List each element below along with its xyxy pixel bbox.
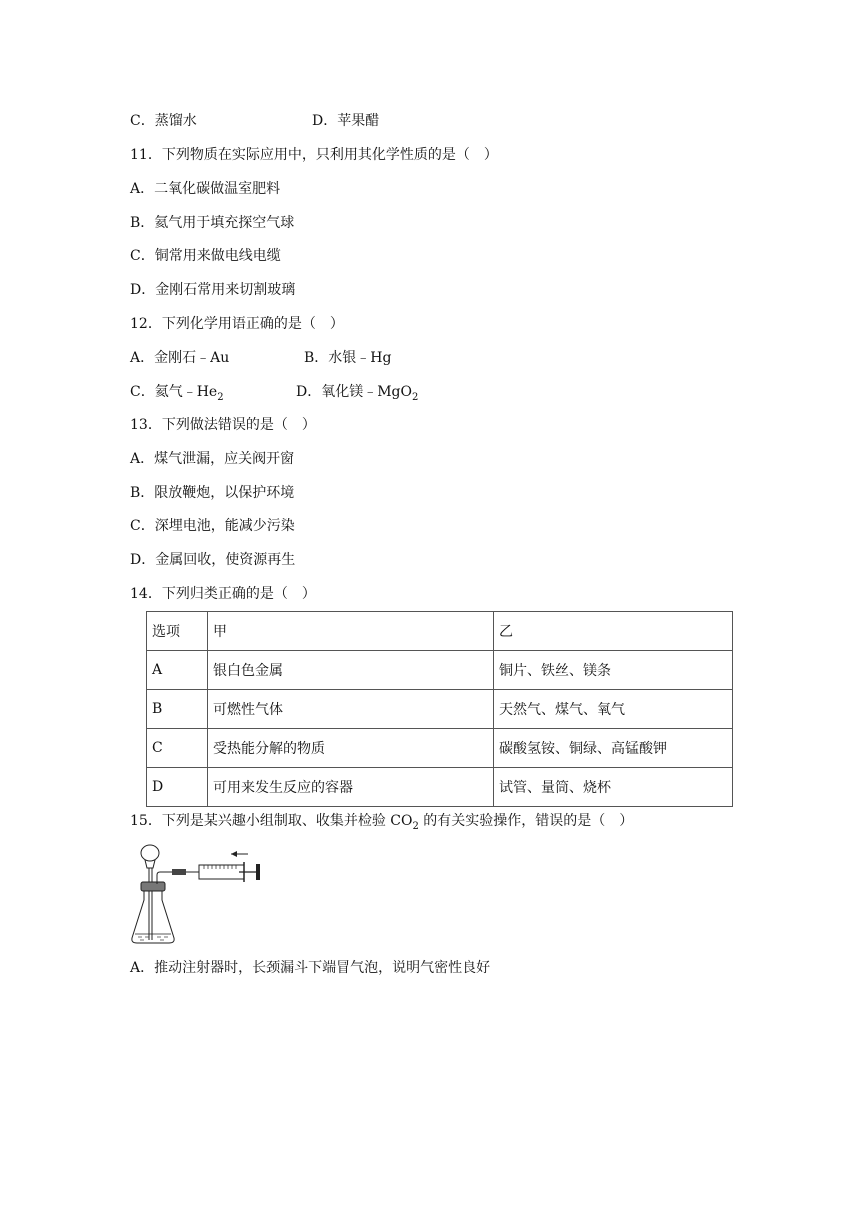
rubber-stopper bbox=[141, 882, 165, 891]
q12-option-b: B．水银﹣Hg bbox=[304, 350, 392, 366]
q13-option-a: A．煤气泄漏，应关阀开窗 bbox=[130, 451, 295, 467]
syringe-barrel bbox=[199, 865, 244, 879]
table-cell: 受热能分解的物质 bbox=[208, 729, 494, 768]
q14-table bbox=[146, 611, 733, 807]
funnel-bulb bbox=[141, 845, 159, 861]
table-cell: A bbox=[147, 651, 208, 690]
q13-stem: 13．下列做法错误的是（ ） bbox=[130, 417, 316, 433]
table-row bbox=[147, 690, 733, 729]
q10-option-d: D．苹果醋 bbox=[312, 113, 380, 129]
q11-option-c: C．铜常用来做电线电缆 bbox=[130, 248, 281, 264]
header-cell: 乙 bbox=[494, 612, 733, 651]
q11-option-d: D．金刚石常用来切割玻璃 bbox=[130, 282, 296, 298]
q12-option-c: C．氦气$﹣He_2$ bbox=[130, 384, 224, 403]
q14-stem: 14．下列归类正确的是（ ） bbox=[130, 586, 316, 602]
q12-options-cd bbox=[130, 382, 419, 408]
q10-option-c: C．蒸馏水 bbox=[130, 113, 197, 129]
q12-option-d: D．氧化镁﹣MgO$_2$ bbox=[296, 384, 419, 403]
table-cell: C bbox=[147, 729, 208, 768]
q13-option-b: B．限放鞭炮，以保护环境 bbox=[130, 485, 295, 501]
table-cell: 银白色金属 bbox=[208, 651, 494, 690]
table-cell: 天然气、煤气、氧气 bbox=[494, 690, 733, 729]
table-row bbox=[147, 651, 733, 690]
header-cell: 选项 bbox=[147, 612, 208, 651]
table-cell: 铜片、铁丝、镁条 bbox=[494, 651, 733, 690]
apparatus-figure bbox=[128, 842, 268, 948]
q15-option-a: A．推动注射器时，长颈漏斗下端冒气泡，说明气密性良好 bbox=[130, 960, 491, 976]
arrow-left-icon bbox=[231, 851, 237, 857]
q12-stem: 12．下列化学用语正确的是（ ） bbox=[130, 316, 344, 332]
rubber-connector bbox=[172, 869, 186, 875]
header-cell: 甲 bbox=[208, 612, 494, 651]
table-cell: 碳酸氢铵、铜绿、高锰酸钾 bbox=[494, 729, 733, 768]
syringe-scale bbox=[204, 865, 236, 869]
q11-stem: 11．下列物质在实际应用中，只利用其化学性质的是（ ） bbox=[130, 147, 498, 163]
conical-flask bbox=[132, 890, 174, 943]
q15-stem: 15．下列是某兴趣小组制取、收集并检验 $CO_2$ 的有关实验操作，错误的是（ ） bbox=[130, 813, 634, 832]
table-cell: 试管、量筒、烧杯 bbox=[494, 768, 733, 807]
table-cell: 可用来发生反应的容器 bbox=[208, 768, 494, 807]
q10-options-row bbox=[130, 111, 380, 131]
table-cell: 可燃性气体 bbox=[208, 690, 494, 729]
q12-option-a: A．金刚石﹣Au bbox=[130, 350, 230, 366]
q11-option-b: B．氦气用于填充探空气球 bbox=[130, 215, 295, 231]
q11-option-a: A．二氧化碳做温室肥料 bbox=[130, 181, 281, 197]
q13-option-c: C．深埋电池，能减少污染 bbox=[130, 518, 295, 534]
table-cell: D bbox=[147, 768, 208, 807]
table-header-row bbox=[147, 612, 733, 651]
q13-option-d: D．金属回收，使资源再生 bbox=[130, 552, 296, 568]
syringe-plunger-head bbox=[256, 864, 260, 880]
table-row bbox=[147, 768, 733, 807]
table-cell: B bbox=[147, 690, 208, 729]
liquid-marks bbox=[138, 937, 168, 940]
table-row bbox=[147, 729, 733, 768]
q12-options-ab bbox=[130, 348, 392, 368]
